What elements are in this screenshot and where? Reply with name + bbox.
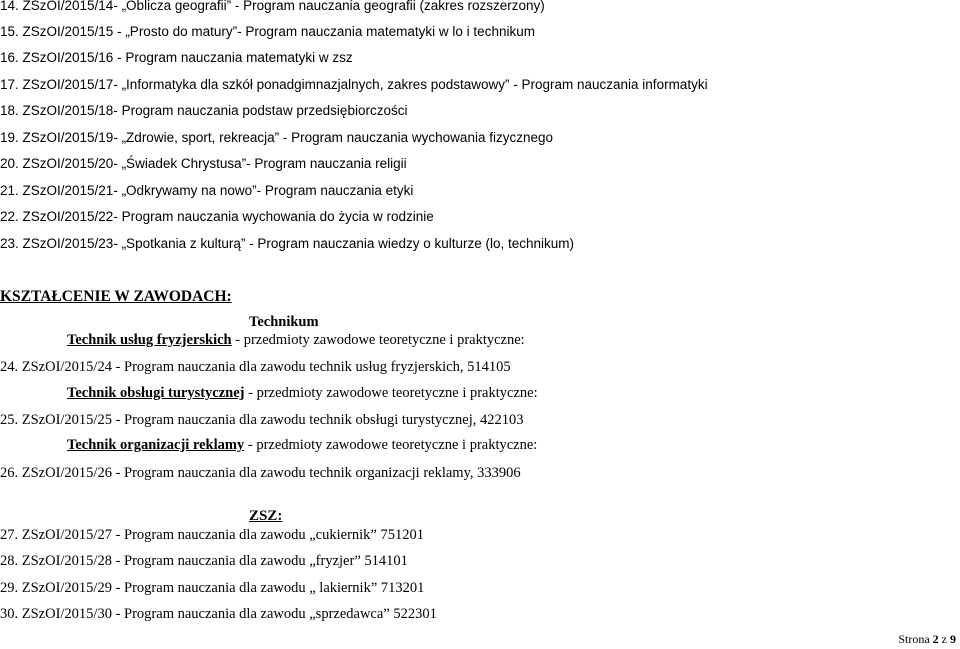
- profession-heading: [67, 332, 525, 349]
- profession-suffix: - przedmioty zawodowe teoretyczne i praktyczne:: [244, 385, 538, 401]
- profession-heading: [67, 437, 537, 454]
- list-item: 18. ZSzOI/2015/18- Program nauczania podstaw przedsiębiorczości: [0, 103, 408, 118]
- profession-name: Technik organizacji reklamy: [67, 437, 245, 453]
- list-item: 17. ZSzOI/2015/17- „Informatyka dla szkół ponadgimnazjalnych, zakres podstawowy” - Program nauczania informatyki: [0, 77, 708, 92]
- page-prefix: Strona: [898, 632, 933, 646]
- profession-suffix: - przedmioty zawodowe teoretyczne i praktyczne:: [231, 332, 525, 348]
- list-item: 19. ZSzOI/2015/19- „Zdrowie, sport, rekreacja” - Program nauczania wychowania fizycznego: [0, 130, 553, 145]
- list-item: 23. ZSzOI/2015/23- „Spotkania z kulturą” - Program nauczania wiedzy o kulturze (lo, technikum): [0, 236, 575, 251]
- profession-name: Technik obsługi turystycznej: [67, 385, 245, 401]
- list-item: 15. ZSzOI/2015/15 - „Prosto do matury”- Program nauczania matematyki w lo i technikum: [0, 24, 535, 39]
- profession-name: Technik usług fryzjerskich: [67, 332, 232, 348]
- list-item: 24. ZSzOI/2015/24 - Program nauczania dla zawodu technik usług fryzjerskich, 514105: [0, 359, 511, 375]
- total-pages: 9: [950, 632, 956, 646]
- list-item: 28. ZSzOI/2015/28 - Program nauczania dla zawodu „fryzjer” 514101: [0, 553, 408, 569]
- list-item: 27. ZSzOI/2015/27 - Program nauczania dla zawodu „cukiernik” 751201: [0, 527, 424, 543]
- profession-suffix: - przedmioty zawodowe teoretyczne i praktyczne:: [244, 437, 538, 453]
- page-separator: z: [938, 632, 950, 646]
- section-heading: KSZTAŁCENIE W ZAWODACH:: [0, 288, 232, 305]
- page-number: [898, 632, 956, 647]
- list-item: 29. ZSzOI/2015/29 - Program nauczania dla zawodu „ lakiernik” 713201: [0, 580, 425, 596]
- list-item: 26. ZSzOI/2015/26 - Program nauczania dla zawodu technik organizacji reklamy, 333906: [0, 465, 521, 481]
- profession-heading: [67, 385, 538, 402]
- current-page: 2: [932, 632, 939, 646]
- list-item: 14. ZSzOI/2015/14- „Oblicza geografii” - Program nauczania geografii (zakres rozszerzony): [0, 0, 545, 13]
- list-item: 16. ZSzOI/2015/16 - Program nauczania matematyki w zsz: [0, 50, 353, 65]
- list-item: 21. ZSzOI/2015/21- „Odkrywamy na nowo”- Program nauczania etyki: [0, 183, 414, 198]
- technikum-label: Technikum: [249, 314, 319, 330]
- zsz-label: ZSZ:: [249, 508, 283, 524]
- list-item: 20. ZSzOI/2015/20- „Świadek Chrystusa”- Program nauczania religii: [0, 156, 407, 171]
- list-item: 22. ZSzOI/2015/22- Program nauczania wychowania do życia w rodzinie: [0, 209, 434, 224]
- list-item: 30. ZSzOI/2015/30 - Program nauczania dla zawodu „sprzedawca” 522301: [0, 606, 437, 622]
- list-item: 25. ZSzOI/2015/25 - Program nauczania dla zawodu technik obsługi turystycznej, 422103: [0, 412, 524, 428]
